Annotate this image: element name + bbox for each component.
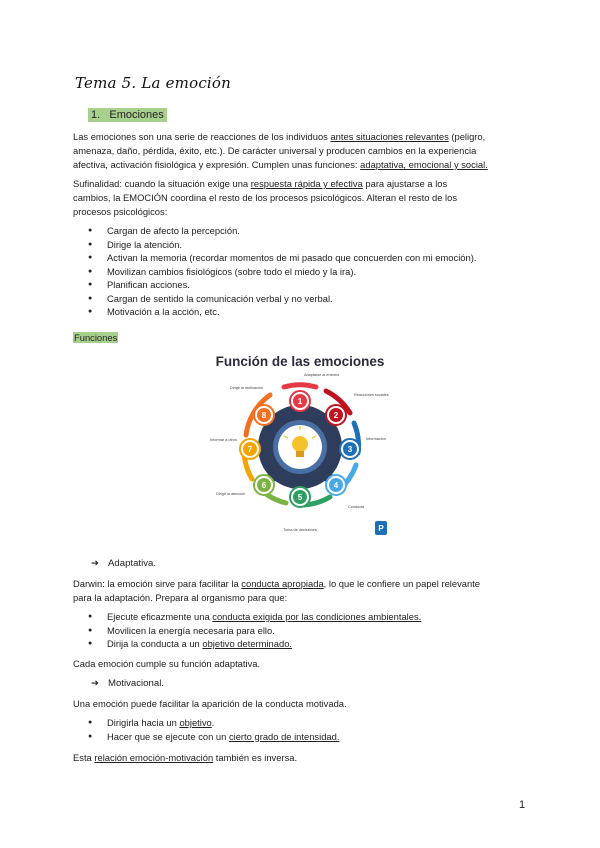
funciones-label: Funciones	[74, 332, 118, 343]
intro-text: amenaza, daño, pérdida, éxito, etc.). De carácter universal y producen cambios en la experiencia	[73, 145, 477, 156]
list-text: .	[211, 717, 215, 728]
function-label: Información	[366, 437, 386, 441]
intro-paragraph	[73, 130, 533, 172]
list-underline: conducta exigida por las condiciones ambientales.	[212, 611, 422, 622]
una-paragraph: Una emoción puede facilitar la aparición de la conducta motivada.	[73, 698, 347, 709]
funciones-heading	[73, 331, 118, 345]
darwin-list	[88, 610, 421, 651]
list-item: ● Planifican acciones.	[88, 278, 476, 292]
number-label: 3	[347, 445, 353, 454]
arrow-icon: ➔	[91, 678, 100, 689]
section-label: Emociones	[109, 109, 164, 121]
darwin-text: para la adaptación. Prepara al organismo para que:	[73, 592, 288, 603]
list-item: ● Dirige la atención.	[88, 238, 476, 252]
function-label: Conducta	[348, 505, 365, 509]
number-label: 7	[247, 445, 253, 454]
function-label: Dirigir la atención	[216, 492, 246, 496]
esta-text: también es inversa.	[213, 752, 298, 763]
arrow-icon: ➔	[91, 558, 100, 569]
list-item	[88, 716, 339, 730]
darwin-underline: conducta apropiada	[241, 578, 324, 589]
emotions-infographic	[204, 345, 396, 541]
esta-text: Esta	[73, 752, 95, 763]
list-text: Movilicen la energía necesaria para ello.	[107, 624, 275, 636]
list-item: ● Motivación a la acción, etc.	[88, 305, 476, 319]
list-item: ● Movilizan cambios fisiológicos (sobre todo el miedo y la ira).	[88, 265, 476, 279]
intro-text: (peligro,	[448, 131, 486, 142]
page-title: Tema 5. La emoción	[75, 74, 232, 92]
intro-text: Las emociones son una serie de reacciones de los individuos	[73, 131, 331, 142]
purpose-text: procesos psicológicos:	[73, 206, 168, 217]
motivation-list	[88, 716, 339, 743]
darwin-paragraph	[73, 577, 533, 605]
intro-underline-1: antes situaciones relevantes	[330, 131, 449, 142]
intro-text: afectiva, activación fisiológica y expresión. Cumplen unas funciones:	[73, 159, 361, 170]
motivacional-heading	[91, 677, 164, 691]
purpose-text: para ajustarse a los	[362, 178, 448, 189]
darwin-text: , lo que le confiere un papel relevante	[323, 578, 481, 589]
psych-process-list	[88, 224, 476, 319]
section-number: 1.	[91, 109, 101, 121]
list-text: Hacer que se ejecute con un	[107, 730, 229, 742]
list-underline: objetivo determinado.	[202, 638, 293, 649]
section-heading	[88, 108, 167, 122]
list-item	[88, 624, 421, 638]
cada-paragraph: Cada emoción cumple su función adaptativa.	[73, 658, 261, 669]
number-label: 5	[297, 493, 303, 502]
motivacional-label: Motivacional.	[108, 678, 164, 689]
adaptativa-heading	[91, 557, 156, 571]
number-label: 1	[297, 397, 303, 406]
function-label: Informar a otros	[210, 438, 237, 442]
purpose-underline: respuesta rápida y efectiva	[250, 178, 363, 189]
list-item: ● Cargan de sentido la comunicación verbal y no verbal.	[88, 292, 476, 306]
function-label: Adaptarse al entorno	[304, 373, 340, 377]
esta-underline: relación emoción-motivación	[94, 752, 214, 763]
number-label: 2	[333, 411, 339, 420]
purpose-text: Sufinalidad: cuando la situación exige una	[73, 178, 251, 189]
esta-paragraph	[73, 751, 533, 765]
list-item	[88, 637, 421, 651]
darwin-text: Darwin: la emoción sirve para facilitar la	[73, 578, 242, 589]
number-label: 8	[261, 411, 267, 420]
function-label: Dirigir la motivación	[230, 386, 264, 390]
purpose-paragraph	[73, 177, 533, 219]
function-label: Toma de decisiones	[283, 528, 317, 532]
list-underline: objetivo	[179, 717, 212, 728]
list-item	[88, 610, 421, 624]
adaptativa-label: Adaptativa.	[108, 558, 157, 569]
brand-badge: P	[378, 524, 384, 533]
section-highlight	[88, 108, 167, 122]
list-text: Dirija la conducta a un	[107, 638, 203, 649]
number-label: 4	[333, 481, 339, 490]
infographic-title: Función de las emociones	[215, 354, 385, 369]
list-item: ● Cargan de afecto la percepción.	[88, 224, 476, 238]
purpose-text: cambios, la EMOCIÓN coordina el resto de los procesos psicológicos. Alteran el resto de los	[73, 192, 458, 203]
number-label: 6	[261, 481, 267, 490]
list-item	[88, 730, 339, 744]
list-item: ● Activan la memoria (recordar momentos de mi pasado que concuerden con mi emoción).	[88, 251, 476, 265]
list-text: Ejecute eficazmente una	[107, 611, 213, 622]
function-label: Reacciones sociales	[354, 393, 389, 397]
intro-underline-2: adaptativa, emocional y social.	[360, 159, 488, 170]
list-underline: cierto grado de intensidad.	[228, 730, 340, 742]
list-text: Dirigirla hacia un	[107, 717, 180, 728]
page-number: 1	[519, 799, 526, 811]
